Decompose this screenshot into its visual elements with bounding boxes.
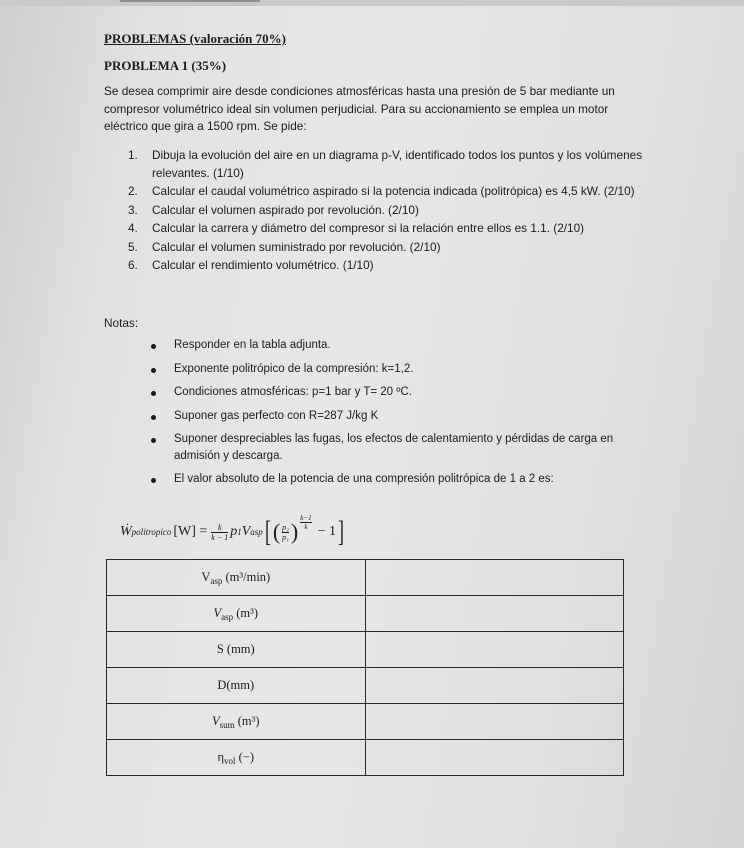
question-item <box>104 257 644 275</box>
question-item <box>104 183 644 201</box>
answer-cell[interactable] <box>365 740 623 776</box>
formula-exp-num: k−1 <box>300 513 312 522</box>
question-item <box>104 239 644 257</box>
answer-cell[interactable] <box>365 632 623 668</box>
bullet-icon <box>151 478 156 483</box>
answer-cell[interactable] <box>365 560 623 596</box>
var-subscript: vol <box>224 755 236 766</box>
table-row <box>107 704 624 740</box>
row-label <box>107 632 366 668</box>
formula-right-paren: ) <box>290 519 299 544</box>
table-row <box>107 560 624 596</box>
question-text: Calcular el volumen suministrado por revolución. (2/10) <box>152 239 441 254</box>
notes-label: Notas: <box>104 316 139 330</box>
question-item <box>104 220 644 238</box>
notes-list <box>104 337 644 495</box>
bullet-icon <box>151 344 156 349</box>
question-text: Calcular el volumen aspirado por revolución. (2/10) <box>152 202 419 217</box>
note-text: El valor absoluto de la potencia de una compresión politrópica de 1 a 2 es: <box>174 473 554 485</box>
table-row <box>107 632 624 668</box>
question-text: Calcular el rendimiento volumétrico. (1/10) <box>152 258 374 272</box>
note-item <box>104 431 644 464</box>
bullet-icon <box>151 415 156 420</box>
var-symbol: S <box>216 641 224 656</box>
question-list <box>104 147 644 276</box>
formula-left-paren: ( <box>272 519 281 544</box>
var-symbol: V <box>211 713 220 728</box>
row-label <box>107 740 366 776</box>
question-text: Calcular la carrera y diámetro del compresor si la relación entre ellos es 1.1. (2/10) <box>152 221 585 235</box>
formula-p1-sub: 1 <box>237 527 242 537</box>
var-symbol: V <box>213 605 222 620</box>
answer-cell[interactable] <box>365 596 623 632</box>
formula-v: V <box>241 524 251 539</box>
polytropic-power-formula <box>120 512 346 552</box>
formula-v-sub: asp <box>250 527 263 537</box>
table-row <box>107 596 624 632</box>
var-unit: (m³/min) <box>222 569 271 584</box>
var-symbol: D <box>217 677 227 692</box>
problem-statement: Se desea comprimir aire desde condiciones atmosféricas hasta una presión de 5 bar mediante un compresor volumétrico ideal sin volumen perjudicial. Para su accionamiento se emplea un motor eléctrico que gira a 1500 rpm. Se pide: <box>104 84 615 133</box>
var-symbol: η <box>217 749 225 764</box>
question-number: 1. <box>128 148 138 162</box>
note-text: Suponer gas perfecto con R=287 J/kg K <box>174 409 379 422</box>
var-unit: (m³) <box>233 605 259 620</box>
note-text: Responder en la tabla adjunta. <box>174 339 331 351</box>
question-number: 2. <box>128 184 138 198</box>
note-text: Condiciones atmosféricas: p=1 bar y T= 20 ºC. <box>174 386 412 398</box>
var-unit: (mm) <box>226 677 255 692</box>
formula-ratio-num: p₂ <box>282 522 289 532</box>
formula-left-bracket: [ <box>264 515 271 548</box>
formula-k-fraction <box>211 523 228 542</box>
formula-lhs-sub: politropico <box>131 527 172 537</box>
answer-cell[interactable] <box>365 668 623 704</box>
formula-k-den: k − 1 <box>211 532 229 542</box>
formula-exp-den: k <box>304 522 308 531</box>
question-number: 6. <box>128 258 138 272</box>
table-row <box>107 668 624 704</box>
formula-ratio-den: p₁ <box>282 532 289 542</box>
bullet-icon <box>151 438 156 443</box>
note-text: Exponente politrópico de la compresión: k=1,2. <box>174 362 414 375</box>
row-label <box>107 560 366 596</box>
row-label <box>107 668 366 704</box>
var-unit: (m³) <box>234 713 260 728</box>
note-text: Suponer despreciables las fugas, los efectos de calentamiento y pérdidas de carga en admisión y descarga. <box>174 433 614 462</box>
question-number: 3. <box>128 202 138 217</box>
var-subscript: asp <box>210 575 223 586</box>
formula-minus-one: − 1 <box>317 524 336 539</box>
var-subscript: sum <box>219 719 235 730</box>
question-item <box>104 202 644 220</box>
section-title: PROBLEMAS (valoración 70%) <box>104 31 286 46</box>
note-item <box>104 471 644 488</box>
formula-lhs-symbol: Ẇ <box>120 524 132 539</box>
question-text: Calcular el caudal volumétrico aspirado si la potencia indicada (politrópica) es 4,5 kW. (2/10) <box>152 184 635 198</box>
formula-p1: p <box>230 524 238 539</box>
note-item <box>104 337 644 354</box>
note-item <box>104 361 644 378</box>
row-label <box>107 704 366 740</box>
formula-k-num: k <box>217 522 222 532</box>
table-row <box>107 740 624 776</box>
note-item <box>104 408 644 425</box>
question-text: Dibuja la evolución del aire en un diagrama p-V, identificado todos los puntos y los volúmenes relevantes. (1/10) <box>152 148 643 180</box>
question-item <box>104 147 644 182</box>
top-rule <box>120 0 260 2</box>
question-number: 5. <box>128 239 138 254</box>
answer-table <box>106 559 624 776</box>
formula-lhs-unit: [W] = <box>173 524 208 539</box>
bullet-icon <box>151 368 156 373</box>
formula-exponent <box>298 514 313 531</box>
answer-cell[interactable] <box>365 704 623 740</box>
page-top-edge <box>0 0 744 6</box>
var-unit: (−) <box>235 749 255 764</box>
question-number: 4. <box>128 221 138 235</box>
problem-title: PROBLEMA 1 (35%) <box>104 58 227 73</box>
row-label <box>107 596 366 632</box>
formula-pressure-ratio <box>282 523 289 542</box>
formula-right-bracket: ] <box>338 515 344 548</box>
var-symbol: V <box>201 569 211 584</box>
var-unit: (mm) <box>223 641 255 656</box>
var-subscript: asp <box>221 611 234 622</box>
note-item <box>104 384 644 401</box>
bullet-icon <box>151 391 156 396</box>
